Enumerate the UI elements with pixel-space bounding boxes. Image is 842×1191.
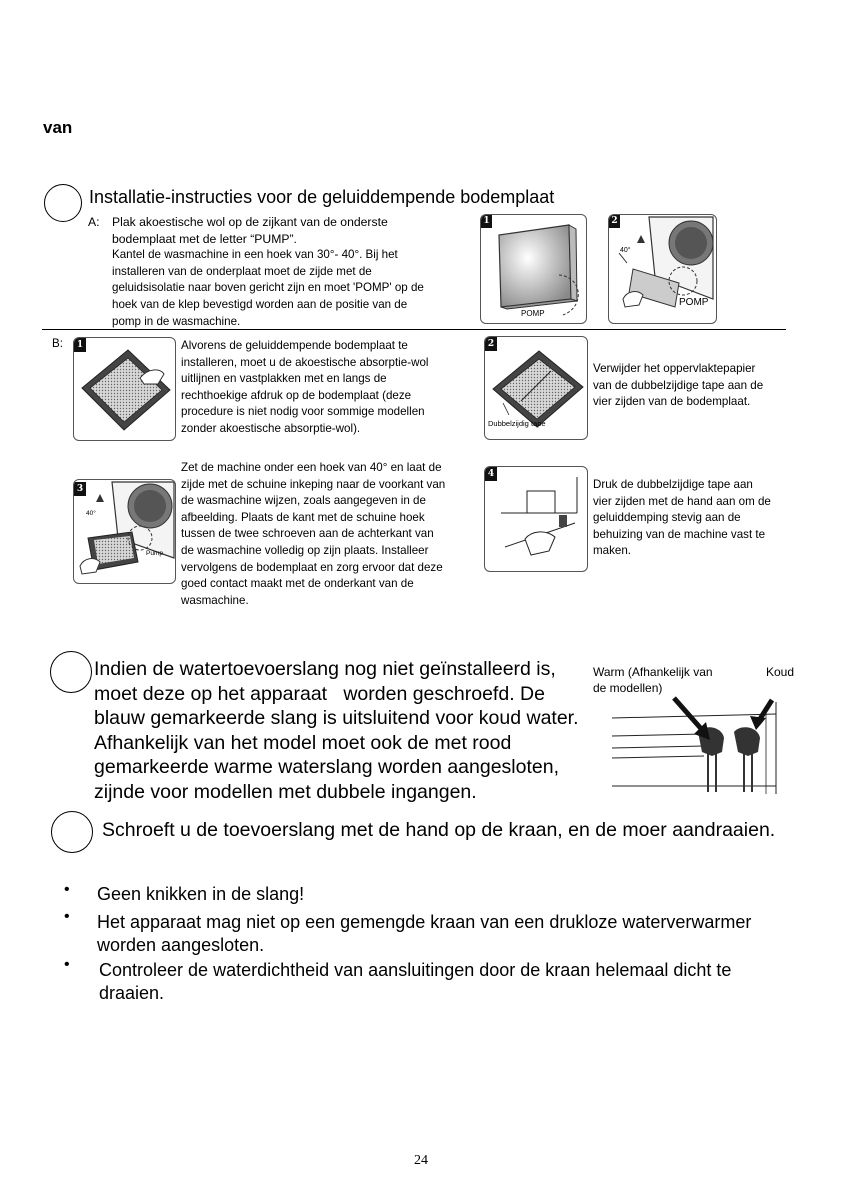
- b3-line: wasmachine.: [181, 593, 249, 607]
- a-line: Kantel de wasmachine in een hoek van 30°- 40°. Bij het: [112, 248, 398, 262]
- a-line: pomp in de wasmachine.: [112, 314, 241, 328]
- bullet-dot: •: [64, 881, 70, 898]
- b3-text: [181, 460, 486, 609]
- b3-line: vervolgens de bodemplaat en zorg ervoor dat deze: [181, 560, 443, 574]
- b2-text: [593, 361, 793, 411]
- figure-a2-label: POMP: [679, 297, 709, 308]
- figure-b3-angle: 40°: [86, 510, 96, 517]
- bullet-item: [97, 911, 751, 957]
- figure-b4-number: 4: [485, 467, 497, 481]
- press-tape-illustration: [485, 467, 588, 572]
- b2-line: van de dubbelzijdige tape aan de: [593, 378, 764, 392]
- b1-line: rechthoekige afdruk op de bodemplaat (deze: [181, 388, 412, 402]
- figure-a1-number: 1: [481, 215, 492, 228]
- bullet-item: [97, 883, 304, 906]
- a-line: installeren van de onderplaat moet de zijde met de: [112, 264, 372, 278]
- machine-tilt-plate-illustration: [74, 480, 176, 584]
- section2-text: [94, 657, 594, 805]
- bullet-dot: •: [64, 908, 70, 925]
- step-circle-1: [44, 184, 82, 222]
- section1-title: Installatie-instructies voor de geluiddempende bodemplaat: [89, 187, 555, 207]
- section2-line: gemarkeerde warme waterslang worden aangesloten,: [94, 756, 560, 779]
- figure-b1-number: 1: [74, 338, 86, 352]
- figure-b2-number: 2: [485, 337, 497, 351]
- b1-line: procedure is niet nodig voor sommige modellen: [181, 405, 425, 419]
- bullet-item: [99, 959, 731, 1005]
- b2-line: Verwijder het oppervlaktepapier: [593, 362, 756, 375]
- section1-b-label: B:: [52, 337, 63, 350]
- a-line: bodemplaat met de letter “PUMP”.: [112, 231, 297, 246]
- bullet-line: Controleer de waterdichtheid van aansluitingen door de kraan helemaal dicht te: [99, 960, 732, 980]
- a-line: Plak akoestische wol op de zijkant van de onderste: [112, 215, 388, 229]
- section3-text: Schroeft u de toevoerslang met de hand op de kraan, en de moer aandraaien.: [102, 819, 776, 841]
- plate-illustration: [481, 215, 587, 324]
- b1-line: zonder akoestische absorptie-wol).: [181, 421, 361, 435]
- section-divider: [42, 329, 786, 330]
- step-circle-2: [50, 651, 92, 693]
- section1-a-text: [112, 214, 472, 330]
- b4-line: vier zijden met de hand aan om de: [593, 494, 771, 508]
- figure-a2-number: 2: [609, 215, 620, 228]
- bullet-line: Het apparaat mag niet op een gemengde kraan van een drukloze waterverwarmer: [97, 912, 752, 932]
- bullet-line: Geen knikken in de slang!: [97, 884, 305, 904]
- b3-line: tussen de twee schroeven aan de achterkant van: [181, 527, 434, 541]
- b1-line: Alvorens de geluiddempende bodemplaat te: [181, 339, 408, 352]
- figure-a2-angle: 40°: [620, 247, 631, 254]
- b4-line: maken.: [593, 544, 632, 558]
- step-circle-3: [51, 811, 93, 853]
- warm-line: Warm (Afhankelijk van: [593, 665, 713, 679]
- bullet-dot: •: [64, 956, 70, 973]
- section2-line: zijnde voor modellen met dubbele ingangen.: [94, 780, 477, 803]
- b1-text: [181, 338, 481, 438]
- figure-a1: [480, 214, 587, 324]
- cold-label: Koud: [766, 665, 795, 679]
- b3-line: goed contact maakt met de onderkant van de: [181, 577, 414, 591]
- section1-a-label: A:: [88, 215, 100, 229]
- a-line: geluidsisolatie naar boven gericht zijn en moet 'POMP' op de: [112, 281, 424, 295]
- figure-b3-number: 3: [74, 482, 86, 496]
- b1-line: installeren, moet u de akoestische absorptie-wol: [181, 355, 429, 369]
- figure-a2: [608, 214, 717, 324]
- b4-text: [593, 477, 798, 560]
- bullet-line: draaien.: [99, 983, 165, 1003]
- hose-connection-illustration: [608, 688, 788, 794]
- warm-line: de modellen): [593, 681, 663, 695]
- b3-line: de wasmachine wijzen, zoals aangegeven in de: [181, 494, 426, 508]
- b3-line: de wasmachine volledig op zijn plaats. Installeer: [181, 543, 429, 557]
- b4-line: Druk de dubbelzijdige tape aan: [593, 478, 753, 491]
- b3-line: Zet de machine onder een hoek van 40° en laat de: [181, 461, 442, 474]
- figure-b3: [73, 479, 176, 584]
- page-number: 24: [414, 1153, 428, 1168]
- figure-b1: [73, 337, 176, 441]
- plate-wool-illustration: [74, 338, 176, 441]
- b4-line: geluiddemping stevig aan de: [593, 511, 741, 525]
- a-line: hoek van de klep bevestigd worden aan de positie van de: [112, 297, 408, 311]
- b3-line: zijde met de schuine inkeping naar de voorkant van: [181, 477, 446, 491]
- header-word: van: [43, 118, 73, 137]
- b1-line: uitlijnen en vastplakken met en langs de: [181, 372, 387, 386]
- section2-line: Afhankelijk van het model moet ook de met rood: [94, 731, 512, 754]
- figure-b2-caption: Dubbelzijdig tape: [488, 419, 546, 428]
- figure-b3-caption: Pump: [146, 550, 163, 557]
- section2-line: blauw gemarkeerde slang is uitsluitend voor koud water.: [94, 707, 579, 730]
- figure-a1-label: POMP: [521, 309, 545, 318]
- figure-b4: [484, 466, 588, 572]
- b4-line: behuizing van de machine vast te: [593, 527, 766, 541]
- bullet-line: worden aangesloten.: [97, 935, 265, 955]
- b2-line: vier zijden van de bodemplaat.: [593, 395, 751, 409]
- figure-b2: [484, 336, 588, 440]
- b3-line: afbeelding. Plaats de kant met de schuine hoek: [181, 510, 425, 524]
- section2-line: moet deze op het apparaat worden geschroefd. De: [94, 682, 545, 705]
- section2-line: Indien de watertoevoerslang nog niet geïnstalleerd is,: [94, 658, 556, 680]
